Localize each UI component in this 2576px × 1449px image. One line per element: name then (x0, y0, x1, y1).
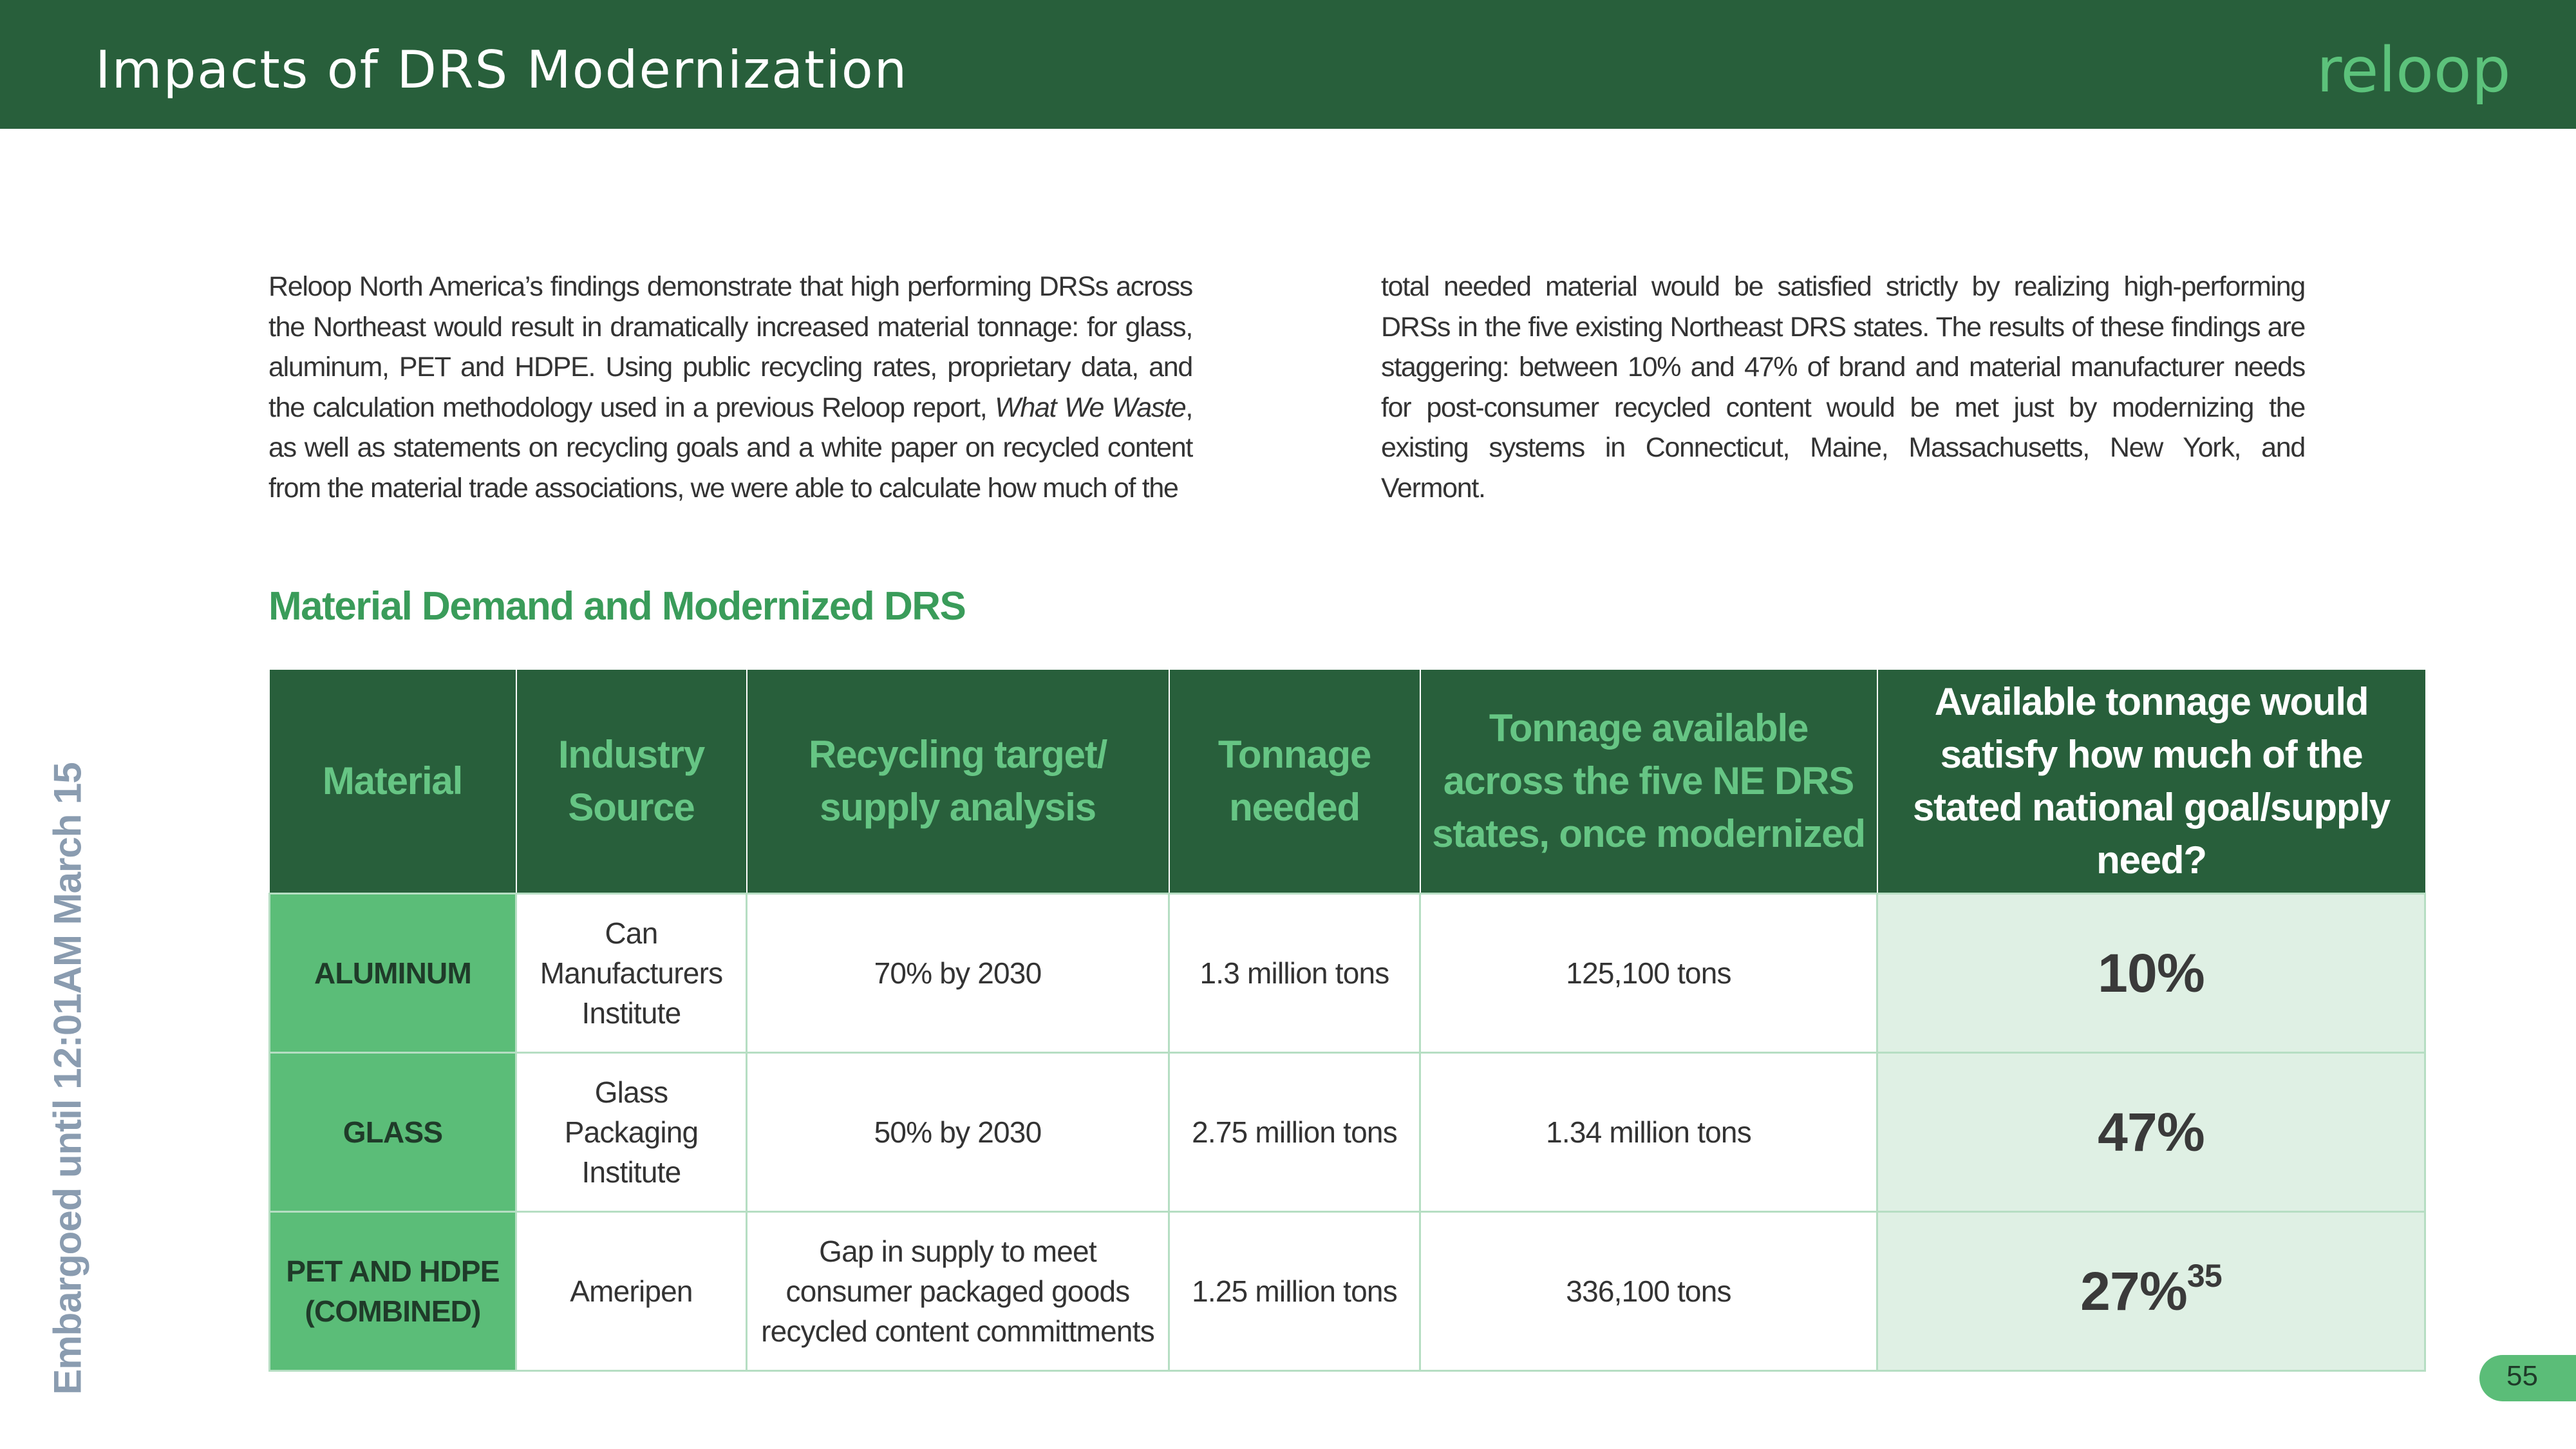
cell-material: PET AND HDPE (COMBINED) (270, 1212, 516, 1371)
header-tonnage-available: Tonnage available across the five NE DRS states, once modernized (1420, 670, 1877, 894)
header-goal-satisfied: Available tonnage would satisfy how much of the stated national goal/supply need? (1877, 670, 2425, 894)
page-number-tab (2479, 1355, 2576, 1401)
page-title: Impacts of DRS Modernization (95, 40, 908, 100)
cell-needed: 1.3 million tons (1169, 894, 1420, 1053)
reloop-logo (2317, 39, 2529, 109)
header-industry-source: Industry Source (516, 670, 747, 894)
cell-source: Can Manufacturers Institute (516, 894, 747, 1053)
page-number: 55 (2506, 1360, 2538, 1392)
cell-pct (1877, 1053, 2425, 1212)
cell-material: ALUMINUM (270, 894, 516, 1053)
cell-needed: 1.25 million tons (1169, 1212, 1420, 1371)
embargo-notice: Embargoed until 12:01AM March 15 (46, 762, 89, 1395)
cell-pct (1877, 1212, 2425, 1371)
cell-source: Ameripen (516, 1212, 747, 1371)
table-row (270, 1212, 2425, 1371)
cell-material: GLASS (270, 1053, 516, 1212)
table-row (270, 1053, 2425, 1212)
cell-available: 125,100 tons (1420, 894, 1877, 1053)
table-row (270, 894, 2425, 1053)
cell-source: Glass Packaging Institute (516, 1053, 747, 1212)
cell-needed: 2.75 million tons (1169, 1053, 1420, 1212)
header-recycling-target: Recycling target/ supply analysis (747, 670, 1169, 894)
material-demand-table (268, 670, 2426, 1372)
pct-value: 10% (2098, 943, 2205, 1003)
reloop-logo-mark (2317, 39, 2529, 109)
cell-pct (1877, 894, 2425, 1053)
cell-target: Gap in supply to meet consumer packaged goods recycled content committments (747, 1212, 1169, 1371)
table-header-row (270, 670, 2425, 894)
reloop-logo-text: reloop (2317, 39, 2511, 106)
cell-available: 1.34 million tons (1420, 1053, 1877, 1212)
header-tonnage-needed: Tonnage needed (1169, 670, 1420, 894)
intro-paragraph-left: Reloop North America’s findings demonstrate that high performing DRSs across the Northeast would result in dramatically increased material tonnage: for glass, aluminum, PET and HDPE. Using public recycling rates, proprietary data, and the calculation methodology used in a previous Reloop report, What We Waste, as well as statements on recycling goals and a white paper on recycled content from the material trade associations, we were able to calculate how much of the (268, 271, 1192, 504)
intro-paragraph-right: total needed material would be satisfied strictly by realizing high-performing DRSs in the five existing Northeast DRS states. The results of these findings are staggering: between 10% and 47% of brand and material manufacturer needs for post-consumer recycled content would be met just by modernizing the existing systems in Connecticut, Maine, Massachusetts, New York, and Vermont. (1381, 271, 2305, 504)
page-header (0, 0, 2576, 129)
cell-target: 70% by 2030 (747, 894, 1169, 1053)
cell-target: 50% by 2030 (747, 1053, 1169, 1212)
footnote-marker: 35 (2186, 1258, 2222, 1294)
cell-available: 336,100 tons (1420, 1212, 1877, 1371)
pct-value: 27% (2080, 1261, 2187, 1321)
section-title: Material Demand and Modernized DRS (268, 584, 966, 629)
pct-value: 47% (2098, 1102, 2205, 1162)
header-material: Material (270, 670, 516, 894)
report-title-emphasis: What We Waste (995, 392, 1186, 423)
